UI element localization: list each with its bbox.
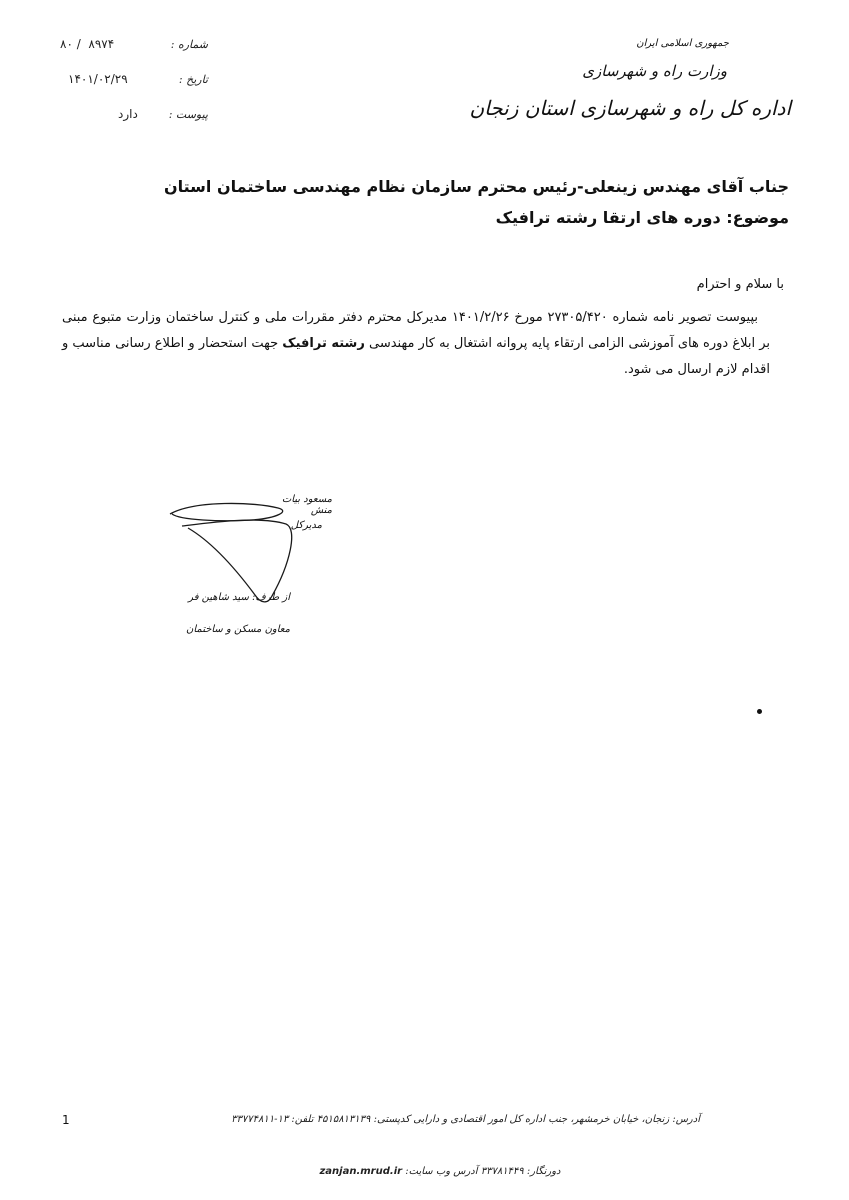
on-behalf-of: از طرف: سید شاهین فر bbox=[188, 592, 290, 603]
page-number: 1 bbox=[62, 1113, 70, 1127]
signer-title: مدیرکل bbox=[290, 520, 322, 531]
website-link[interactable]: zanjan.mrud.ir bbox=[319, 1166, 403, 1177]
footer-address: آدرس: زنجان، خیابان خرمشهر، جنب اداره کل امور اقتصادی و دارایی کدپستی: ۴۵۱۵۸۱۳۱۳۹ تلفن: ۱۳-۳۳۷۷۴۸۱۱ bbox=[231, 1114, 700, 1125]
date-label: تاریخ : bbox=[178, 73, 208, 86]
greeting: با سلام و احترام bbox=[696, 277, 784, 292]
footer-contact bbox=[230, 1166, 650, 1177]
letterhead-line1: جمهوری اسلامی ایران bbox=[636, 38, 729, 49]
footer-fax-website: دورنگار: ۳۳۷۸۱۴۴۹ آدرس وب سایت: bbox=[405, 1166, 561, 1177]
signer-name: مسعود بیات منش bbox=[281, 494, 332, 516]
letterhead-line2: وزارت راه و شهرسازی bbox=[582, 62, 727, 80]
recipient: جناب آقای مهندس زینعلی-رئیس محترم سازمان نظام مهندسی ساختمان استان bbox=[163, 177, 789, 196]
number-label: شماره : bbox=[170, 38, 208, 51]
attachment-value: دارد bbox=[118, 107, 138, 121]
body-text-2: جهت استحضار و اطلاع رسانی مناسب و اقدام لازم ارسال می شود. bbox=[62, 336, 770, 377]
body-text-bold: رشته ترافیک bbox=[282, 336, 365, 351]
deputy-title: معاون مسکن و ساختمان bbox=[186, 624, 290, 635]
letter-date: ۱۴۰۱/۰۲/۲۹ bbox=[68, 72, 128, 86]
body-paragraph bbox=[62, 305, 770, 383]
subject: موضوع: دوره های ارتقا رشته ترافیک bbox=[495, 208, 789, 227]
letterhead-line3: اداره کل راه و شهرسازی استان زنجان bbox=[469, 96, 791, 120]
body-text-1: بپیوست تصویر نامه شماره ۲۷۳۰۵/۴۲۰ مورخ ۱۴۰۱/۲/۲۶ مدیرکل محترم دفتر مقررات ملی و کنترل ساختمان وزارت متبوع مبنی بر ابلاغ دوره های آموزشی الزامی ارتقاء پایه پروانه اشتغال به کار مهندسی bbox=[62, 310, 770, 351]
attachment-label: پیوست : bbox=[168, 108, 208, 121]
letter-number: ۸۰ / ۸۹۷۴ bbox=[60, 37, 115, 51]
bullet-dot bbox=[757, 709, 762, 714]
